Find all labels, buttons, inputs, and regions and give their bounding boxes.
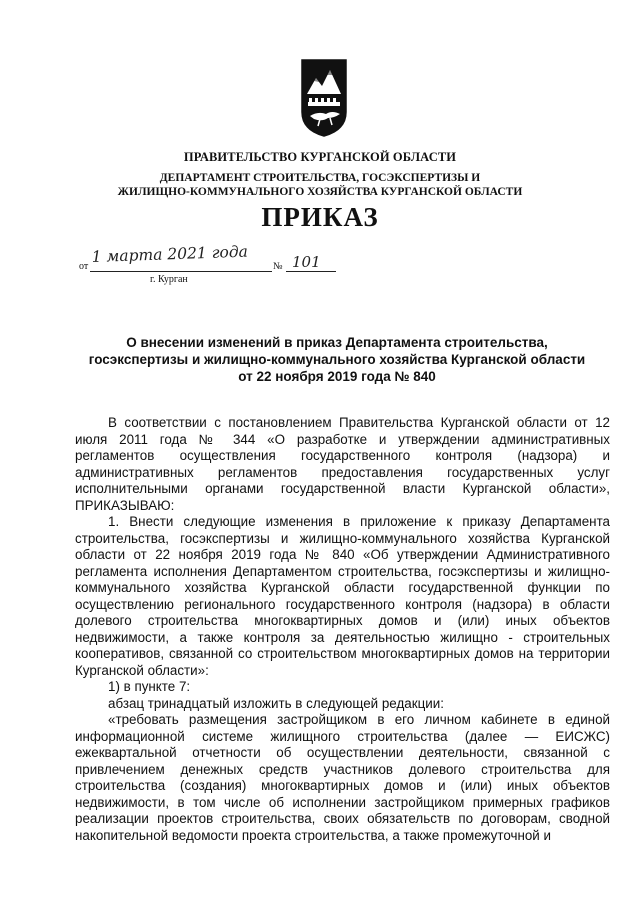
- order-title: [70, 334, 604, 385]
- number-underline: [286, 271, 336, 272]
- number-prefix: №: [273, 261, 283, 272]
- coat-of-arms-emblem: [300, 58, 348, 138]
- city-label: г. Курган: [150, 274, 188, 285]
- government-name: ПРАВИТЕЛЬСТВО КУРГАНСКОЙ ОБЛАСТИ: [183, 150, 457, 164]
- order-body: [75, 415, 610, 844]
- order-title-line-3: от 22 ноября 2019 года № 840: [238, 369, 436, 384]
- subitem-1-paragraph: 1) в пункте 7:: [108, 679, 191, 694]
- item-1-paragraph: 1. Внести следующие изменения в приложение к приказу Департамента строительства, госэкспертизы и жилищно-коммунального хозяйства Курганской области от 22 ноября 2019 года № 840 «Об утверждении Административного регламента исполнения Департаментом строительства, госэкспертизы и жилищно-коммунального хозяйства Курганской области государственной функции по осуществлению регионального государственного контроля (надзора) в области долевого строительства многоквартирных домов и (или) иных объектов недвижимости, а также контроля за деятельностью жилищно - строительных кооперативов, связанной со строительством многоквартирных домов на территории Курганской области»:: [75, 514, 610, 678]
- document-type-heading: ПРИКАЗ: [261, 202, 379, 232]
- quoted-text-paragraph: «требовать размещения застройщиком в его личном кабинете в единой информационной системе жилищного строительства (далее — ЕИСЖС) ежеквартальной отчетности об осуществлении деятельности, связанной с привлечением денежных средств участников долевого строительства для строительства (создания) многоквартирных домов и (или) иных объектов недвижимости, в том числе об исполнении застройщиком примерных графиков реализации проектов строительства, своих обязательств по договорам, сводной накопительной ведомости проекта строительства, а также промежуточной и: [75, 712, 610, 843]
- instruction-paragraph: абзац тринадцатый изложить в следующей редакции:: [108, 695, 444, 711]
- handwritten-number: 101: [292, 253, 321, 271]
- department-name: [0, 172, 640, 199]
- handwritten-date: 1 марта 2021 года: [91, 242, 249, 266]
- department-name-line-1: ДЕПАРТАМЕНТ СТРОИТЕЛЬСТВА, ГОСЭКСПЕРТИЗЫ И: [159, 172, 481, 184]
- date-prefix: от: [79, 261, 89, 272]
- order-title-line-1: О внесении изменений в приказ Департамента строительства,: [126, 335, 548, 350]
- date-underline: [90, 271, 272, 272]
- preamble-paragraph: В соответствии с постановлением Правительства Курганской области от 12 июля 2011 года № 344 «О разработке и утверждении административных регламентов осуществления государственного контроля (надзора) и административных регламентов предоставления государственных услуг исполнительными органами государственной власти Курганской области», ПРИКАЗЫВАЮ:: [75, 415, 610, 513]
- department-name-line-2: ЖИЛИЩНО-КОММУНАЛЬНОГО ХОЗЯЙСТВА КУРГАНСКОЙ ОБЛАСТИ: [117, 185, 523, 198]
- order-title-line-2: госэкспертизы и жилищно-коммунального хозяйства Курганской области: [88, 352, 586, 367]
